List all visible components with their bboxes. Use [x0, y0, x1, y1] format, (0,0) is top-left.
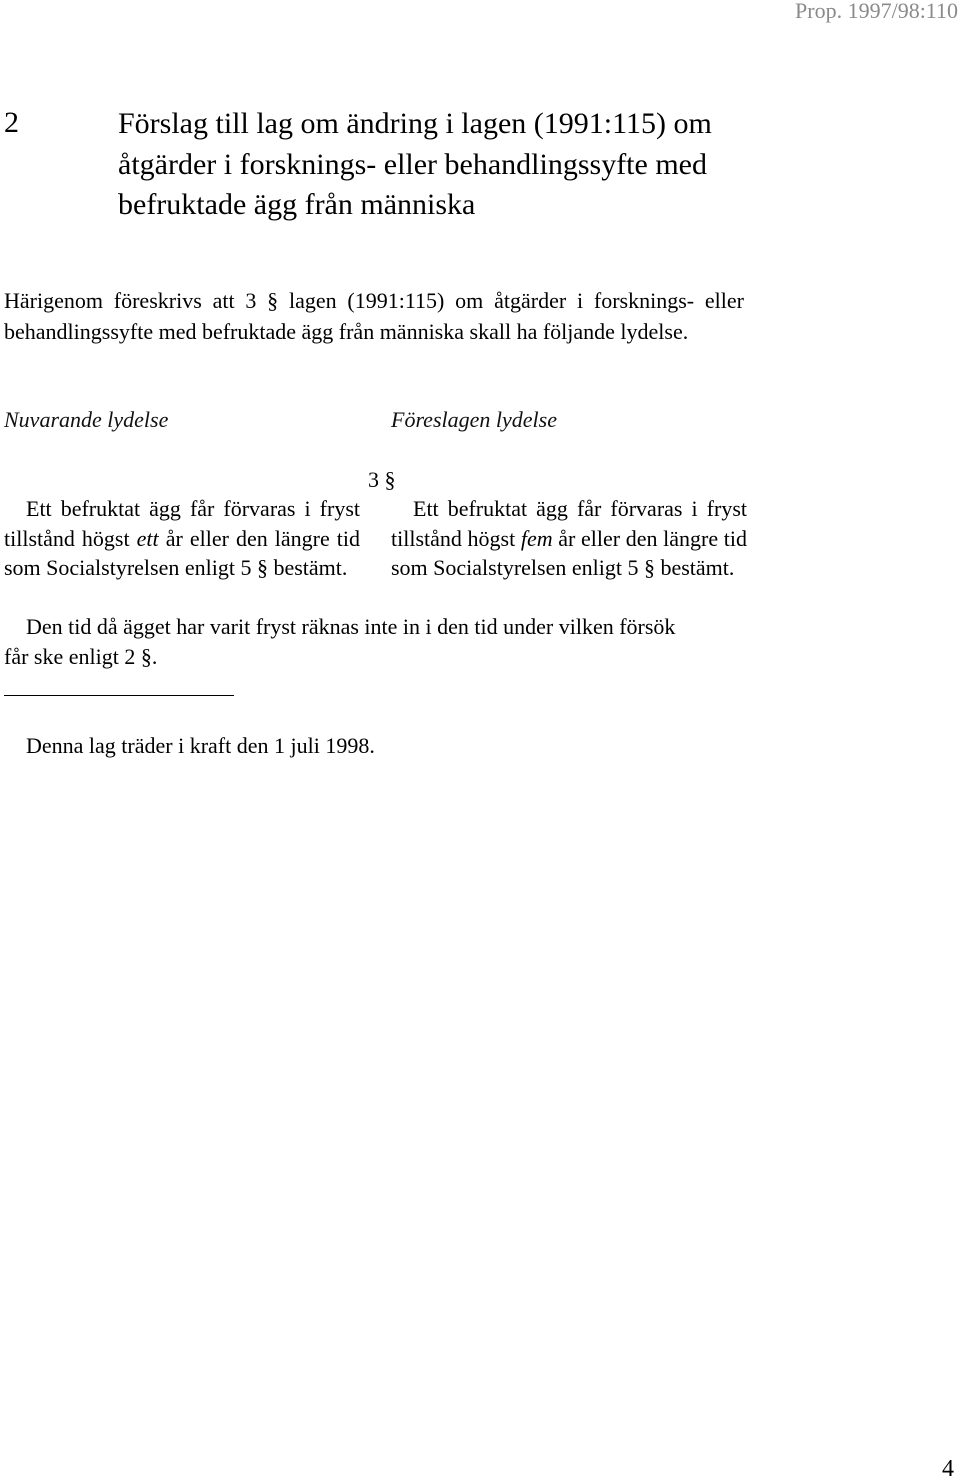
proposed-wording-text [391, 494, 747, 583]
separator-rule [4, 695, 234, 696]
current-text-before: Ett befruktat ägg får förvaras i fryst tillstånd högst [4, 496, 360, 551]
section-title: Förslag till lag om ändring i lagen (1991:115) om åtgärder i forsknings- eller behandlingssyfte med befruktade ägg från människa [118, 107, 712, 221]
current-wording-heading: Nuvarande lydelse [4, 407, 169, 432]
section-number: 2 [4, 106, 19, 139]
shared-paragraph: Den tid då ägget har varit fryst räknas inte in i den tid under vilken försök får ske enligt 2 §. [4, 614, 676, 669]
proposed-text-after: år eller den längre tid som Socialstyrelsen enligt 5 § bestämt. [391, 525, 747, 580]
entry-into-force: Denna lag träder i kraft den 1 juli 1998. [26, 733, 375, 758]
paragraph-mark: 3 § [368, 467, 396, 492]
intro-paragraph: Härigenom föreskrivs att 3 § lagen (1991:115) om åtgärder i forsknings- eller behandlingssyfte med befruktade ägg från människa skall ha följande lydelse. [4, 288, 744, 344]
document-reference: Prop. 1997/98:110 [795, 0, 958, 23]
page-number: 4 [942, 1456, 954, 1482]
proposed-wording-heading: Föreslagen lydelse [391, 407, 557, 432]
current-text-emphasis: ett [136, 525, 159, 551]
current-text-after: år eller den längre tid som Socialstyrelsen enligt 5 § bestämt. [4, 525, 360, 580]
proposed-text-emphasis: fem [520, 525, 553, 551]
current-wording-text [4, 494, 360, 583]
proposed-text-before: Ett befruktat ägg får förvaras i fryst tillstånd högst [391, 496, 747, 551]
